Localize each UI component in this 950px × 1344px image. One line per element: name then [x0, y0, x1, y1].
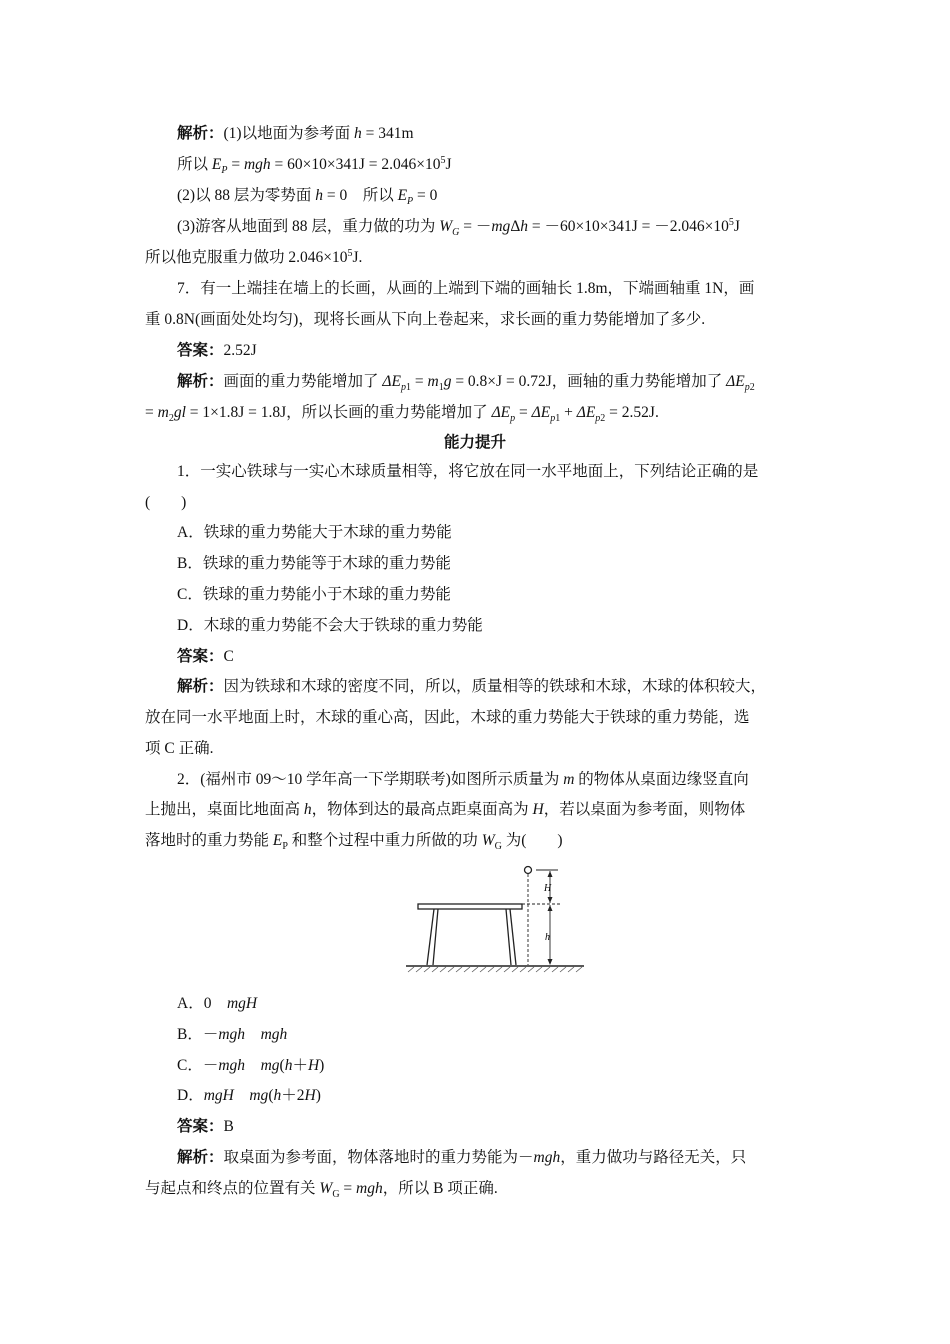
q2-stem-line2: 上抛出，桌面比地面高 h，物体到达的最高点距桌面高为 H，若以桌面为参考面，则物体 [145, 801, 746, 818]
analysis-label: 解析： [177, 125, 224, 142]
label-h: h [545, 932, 550, 943]
table-top [418, 904, 522, 909]
arrow-h-top [548, 905, 553, 911]
p1-line4: (3)游客从地面到 88 层，重力做的功为 $W_G = -mg\Delta h = -60\times 10\times 341J = -2.046\times 10^5J$ [177, 216, 740, 239]
q2-answer: 答案：B [177, 1118, 234, 1135]
q7-analysis-line1: 解析：画面的重力势能增加了 $\Delta E_{p1} = m_1g = 0.8\times J = 0.72J$，画轴的重力势能增加了 $\Delta E_{p2}$ [177, 373, 755, 394]
arrow-H-bottom [548, 897, 553, 903]
q2-analysis-line2: 与起点和终点的位置有关 $W_G$ = mgh，所以 B 项正确. [145, 1180, 498, 1201]
q1-stem-line1: 1．一实心铁球与一实心木球质量相等，将它放在同一水平地面上，下列结论正确的是 [177, 463, 759, 480]
ball [525, 867, 532, 874]
table-leg-left-inner [433, 909, 438, 965]
label-H: H [544, 883, 552, 894]
p1-line1: 解析：(1)以地面为参考面 h = 341m [177, 125, 414, 142]
q1-answer: 答案：C [177, 648, 234, 665]
arrow-H-top [548, 871, 553, 877]
q1-option-c: C．铁球的重力势能小于木球的重力势能 [177, 586, 451, 603]
q1-analysis-line2: 放在同一水平地面上时，木球的重心高，因此，木球的重力势能大于铁球的重力势能，选 [145, 709, 750, 726]
section-title: 能力提升 [443, 434, 506, 451]
q2-option-a: A．0 mgH [177, 995, 258, 1012]
q1-stem-line2: ( ) [145, 494, 187, 511]
q2-stem-line3: 落地时的重力势能 $E_P$ 和整个过程中重力所做的功 $W_G$ 为( ) [145, 832, 563, 853]
q2-option-d: D．mgH mg(h＋2H) [177, 1087, 321, 1104]
q7-answer: 答案：2.52J [177, 342, 257, 359]
q1-analysis-line3: 项 C 正确. [145, 740, 214, 757]
q1-option-b: B．铁球的重力势能等于木球的重力势能 [177, 555, 451, 572]
arrow-h-bottom [548, 959, 553, 965]
p1-line2: 所以 $E_P$ = mgh = $60\times 10\times 341J = 2.046\times 10^5J$ [177, 154, 452, 177]
q7-stem-line1: 7．有一上端挂在墙上的长画，从画的上端到下端的画轴长 1.8m，下端画轴重 1N，画 [177, 280, 755, 297]
q1-option-a: A．铁球的重力势能大于木球的重力势能 [177, 524, 452, 541]
ground-hatch [408, 967, 582, 972]
table-leg-left-outer [427, 909, 434, 965]
q2-stem-line1: 2．(福州市 09～10 学年高一下学期联考)如图所示质量为 m 的物体从桌面边缘竖直向 [177, 771, 749, 788]
q2-analysis-line1: 解析：取桌面为参考面，物体落地时的重力势能为－mgh，重力做功与路径无关，只 [177, 1149, 747, 1166]
table-diagram [400, 862, 590, 977]
q7-stem-line2: 重 0.8N(画面处处均匀)，现将长画从下向上卷起来，求长画的重力势能增加了多少. [145, 311, 706, 328]
q2-option-b: B．－mgh mgh [177, 1026, 288, 1043]
q2-option-c: C．－mgh mg(h＋H) [177, 1057, 325, 1074]
q1-analysis-line1: 解析：因为铁球和木球的密度不同，所以，质量相等的铁球和木球，木球的体积较大， [177, 678, 767, 695]
p1-line5: 所以他克服重力做功 $2.046\times 10^5J$. [145, 247, 363, 266]
q1-option-d: D．木球的重力势能不会大于铁球的重力势能 [177, 617, 483, 634]
p1-line3: (2)以 88 层为零势面 h = 0 所以 $E_P = 0$ [177, 187, 438, 208]
q7-analysis-line2: = $m_2gl = 1\times 1.8J = 1.8J$，所以长画的重力势能增加了 $\Delta E_p = \Delta E_{p1} + \Delta E_{p2} = 2.52J$. [145, 404, 659, 425]
